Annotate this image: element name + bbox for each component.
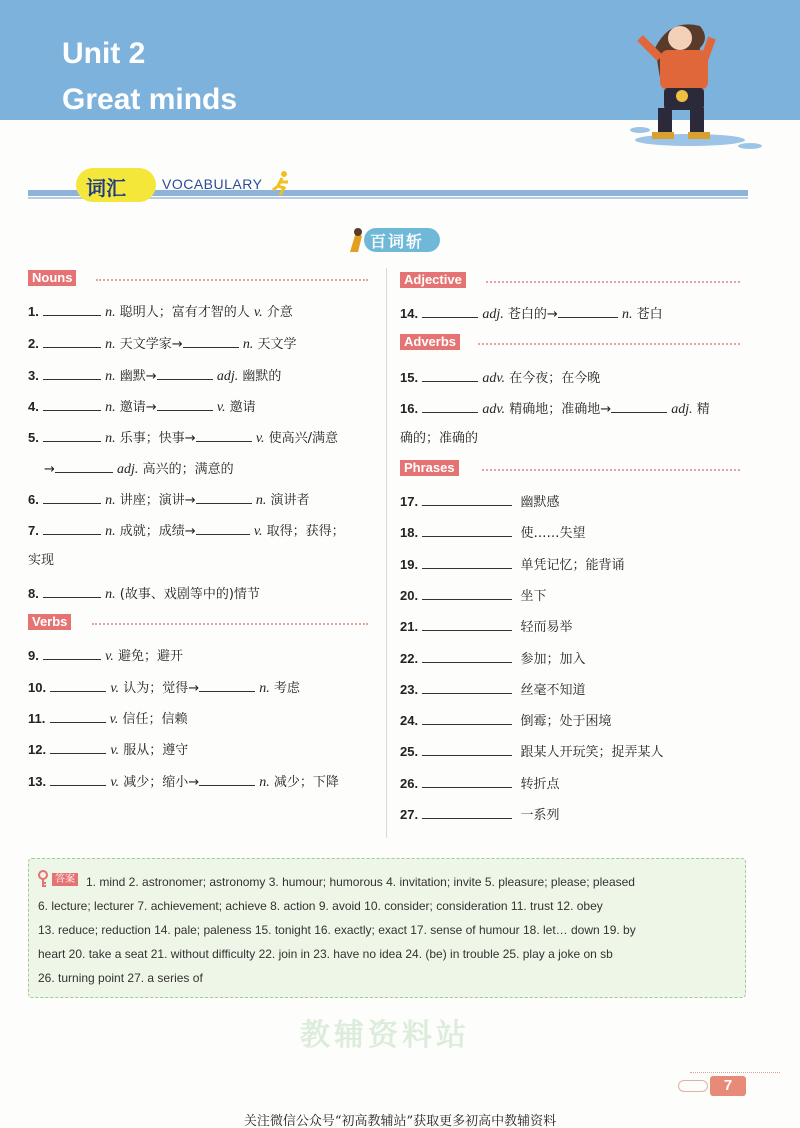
answer-blank[interactable]	[196, 428, 252, 442]
page-number: 7	[710, 1076, 746, 1096]
answer-blank[interactable]	[422, 304, 478, 318]
answer-blank[interactable]	[558, 304, 618, 318]
answer-blank[interactable]	[157, 397, 213, 411]
answer-blank[interactable]	[50, 772, 106, 786]
page-number-dots	[690, 1072, 780, 1073]
answer-blank[interactable]	[55, 459, 113, 473]
bai-ci-zhan-label: 百词斩	[370, 232, 425, 251]
answer-blank[interactable]	[43, 490, 101, 504]
section-nouns: Nouns	[28, 270, 76, 286]
vocabulary-title-en: VOCABULARY	[162, 176, 263, 192]
answer-blank[interactable]	[422, 774, 512, 788]
section-adverbs: Adverbs	[400, 334, 460, 350]
answer-line: 13. reduce; reduction 14. pale; paleness 15. tonight 16. exactly; exact 17. sense of humour 18. let… down 19. by	[38, 923, 636, 937]
answer-blank[interactable]	[422, 680, 512, 694]
list-item: 21. 轻而易举	[400, 619, 573, 635]
list-item: 22. 参加；加入	[400, 651, 586, 667]
list-item-continuation: 确的；准确的	[400, 431, 479, 446]
list-item: 13. v. 减少；缩小→ n. 减少；下降	[28, 774, 339, 790]
answer-blank[interactable]	[196, 490, 252, 504]
answer-line: 26. turning point 27. a series of	[38, 971, 203, 985]
answer-blank[interactable]	[43, 302, 101, 316]
list-item: 24. 倒霉；处于困境	[400, 713, 612, 729]
list-item: 5. n. 乐事；快事→ v. 使高兴/满意	[28, 430, 339, 446]
list-item: 18. 使……失望	[400, 525, 586, 541]
answer-blank[interactable]	[611, 399, 667, 413]
answer-blank[interactable]	[196, 521, 250, 535]
vocabulary-title-cn: 词汇	[86, 176, 126, 200]
answer-blank[interactable]	[199, 678, 255, 692]
answer-blank[interactable]	[199, 772, 255, 786]
answer-label: 答案	[52, 873, 78, 886]
answer-blank[interactable]	[422, 555, 512, 569]
answer-blank[interactable]	[422, 492, 512, 506]
answer-line: 1. mind 2. astronomer; astronomy 3. humour; humorous 4. invitation; invite 5. pleasure; please; pleased	[86, 875, 635, 889]
list-item: 20. 坐下	[400, 588, 547, 604]
answer-blank[interactable]	[157, 366, 213, 380]
watermark-bottom: 教辅资料站	[300, 1018, 470, 1053]
answer-blank[interactable]	[422, 711, 512, 725]
runner-icon	[270, 170, 292, 196]
list-item: 27. 一系列	[400, 807, 560, 823]
unit-title: Great minds	[62, 83, 238, 116]
list-item: 25. 跟某人开玩笑；捉弄某人	[400, 744, 664, 760]
student-illustration-icon	[600, 8, 800, 158]
answer-blank[interactable]	[422, 617, 512, 631]
list-item: 3. n. 幽默→ adj. 幽默的	[28, 368, 282, 384]
answer-blank[interactable]	[50, 678, 106, 692]
section-divider	[482, 469, 740, 471]
answer-blank[interactable]	[43, 428, 101, 442]
list-item: 16. adv. 精确地；准确地→ adj. 精	[400, 401, 710, 417]
page-number-decoration	[678, 1080, 708, 1092]
list-item-continuation: 实现	[28, 553, 55, 568]
answer-blank[interactable]	[43, 584, 101, 598]
answer-blank[interactable]	[422, 523, 512, 537]
list-item: 14. adj. 苍白的→ n. 苍白	[400, 306, 663, 322]
list-item: 7. n. 成就；成绩→ v. 取得；获得；	[28, 523, 345, 539]
section-divider	[478, 343, 740, 345]
answer-blank[interactable]	[43, 334, 101, 348]
section-divider	[92, 623, 368, 625]
list-item: 12. v. 服从；遵守	[28, 742, 189, 758]
column-divider	[386, 268, 387, 838]
answer-blank[interactable]	[422, 649, 512, 663]
answer-blank[interactable]	[422, 805, 512, 819]
list-item: 11. v. 信任；信赖	[28, 711, 188, 727]
list-item: 8. n. (故事、戏剧等中的)情节	[28, 586, 260, 602]
answer-blank[interactable]	[50, 740, 106, 754]
answer-blank[interactable]	[43, 366, 101, 380]
list-item: 4. n. 邀请→ v. 邀请	[28, 399, 256, 415]
answer-blank[interactable]	[43, 521, 101, 535]
answer-blank[interactable]	[50, 709, 106, 723]
list-item: 10. v. 认为；觉得→ n. 考虑	[28, 680, 300, 696]
section-verbs: Verbs	[28, 614, 71, 630]
answer-blank[interactable]	[183, 334, 239, 348]
list-item: 1. n. 聪明人；富有才智的人 v. 介意	[28, 304, 293, 320]
answer-blank[interactable]	[422, 586, 512, 600]
answer-blank[interactable]	[422, 399, 478, 413]
key-icon	[36, 870, 50, 888]
section-divider	[486, 281, 740, 283]
list-item-continuation: → adj. 高兴的；满意的	[44, 459, 234, 479]
answer-blank[interactable]	[43, 397, 101, 411]
list-item: 17. 幽默感	[400, 494, 560, 510]
list-item: 23. 丝毫不知道	[400, 682, 586, 698]
answer-blank[interactable]	[43, 646, 101, 660]
answer-line: 6. lecture; lecturer 7. achievement; achieve 8. action 9. avoid 10. consider; consideration 11. trust 12. obey	[38, 899, 603, 913]
list-item: 15. adv. 在今夜；在今晚	[400, 370, 601, 386]
list-item: 19. 单凭记忆；能背诵	[400, 557, 625, 573]
answer-line: heart 20. take a seat 21. without difficulty 22. join in 23. have no idea 24. (be) in trouble 25. play a joke on sb	[38, 947, 613, 961]
footer-note: 关注微信公众号“初高教辅站”获取更多初高中教辅资料	[243, 1114, 557, 1128]
list-item: 26. 转折点	[400, 776, 560, 792]
list-item: 6. n. 讲座；演讲→ n. 演讲者	[28, 492, 310, 508]
list-item: 9. v. 避免；避开	[28, 648, 183, 664]
answer-blank[interactable]	[422, 742, 512, 756]
section-divider	[96, 279, 368, 281]
unit-number: Unit 2	[62, 37, 146, 70]
section-phrases: Phrases	[400, 460, 459, 476]
section-adjective: Adjective	[400, 272, 466, 288]
list-item: 2. n. 天文学家→ n. 天文学	[28, 336, 297, 352]
answer-blank[interactable]	[422, 368, 478, 382]
